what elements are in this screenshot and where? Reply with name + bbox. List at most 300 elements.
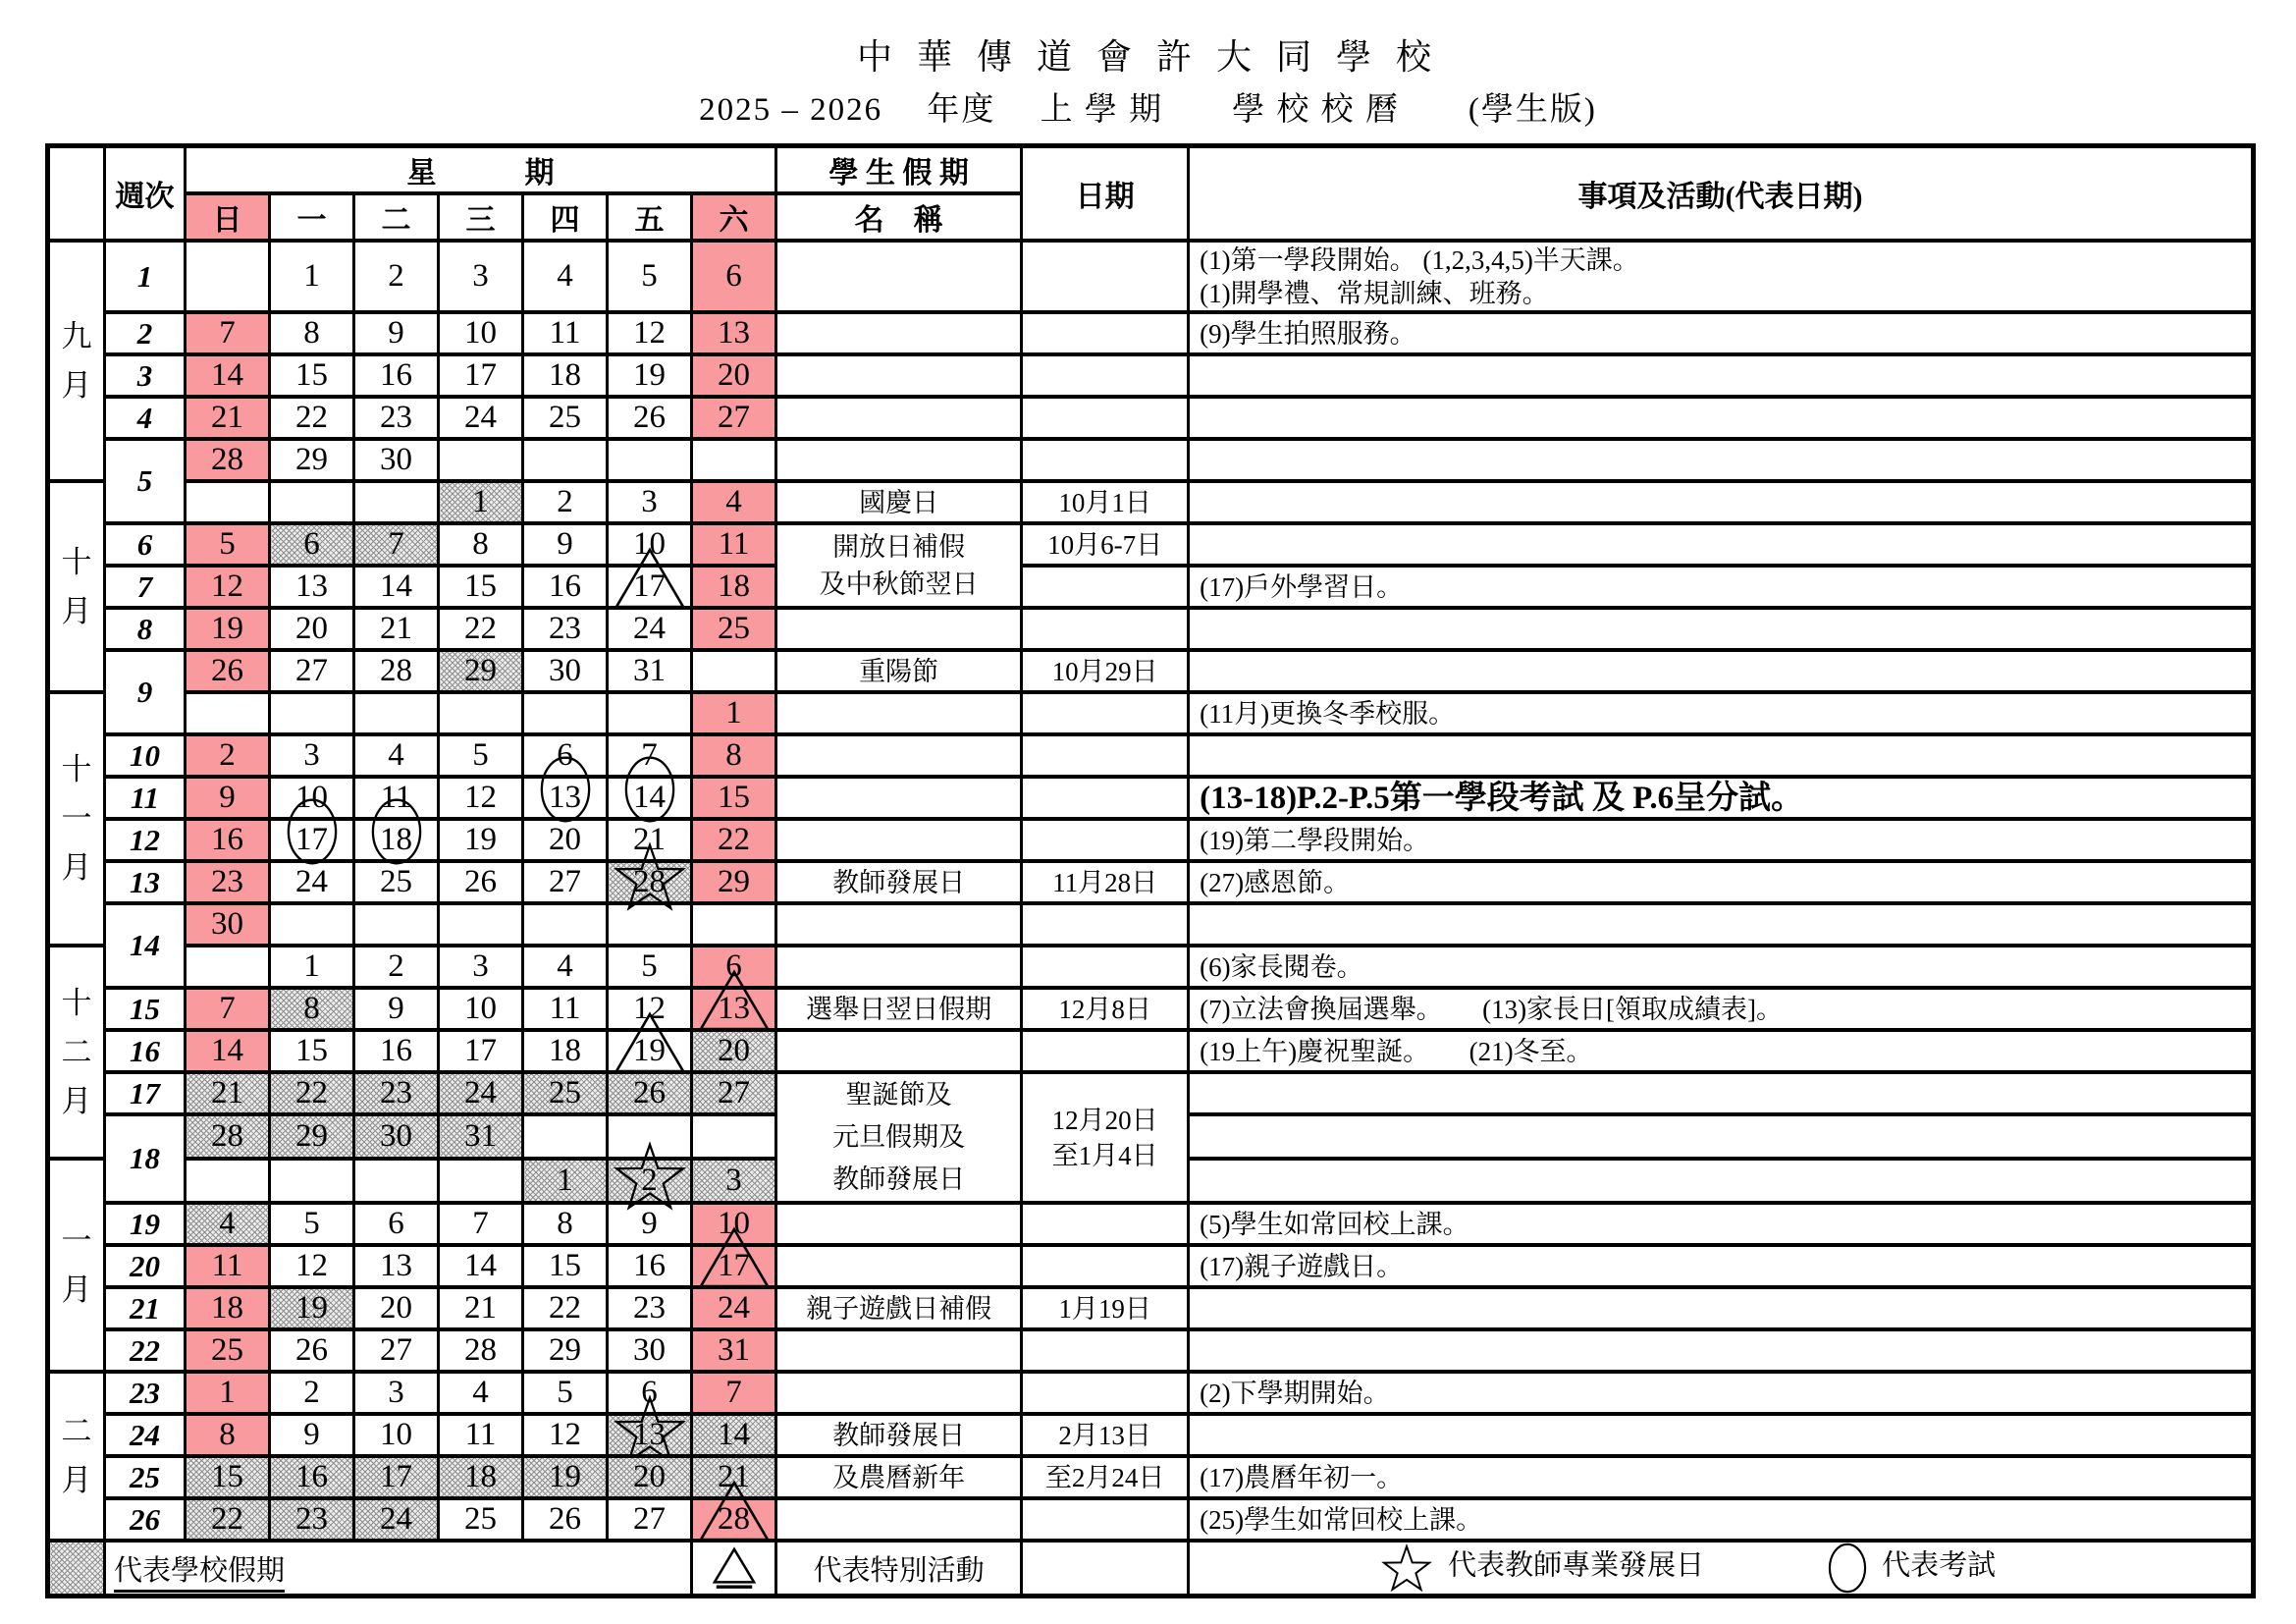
day-number: 14 [464, 1248, 497, 1283]
day-number: 5 [219, 526, 236, 562]
holiday-name-cell [776, 903, 1022, 946]
day-number: 26 [549, 1501, 581, 1537]
calendar-row [48, 312, 2254, 354]
day-number: 9 [557, 526, 573, 562]
holiday-name-cell: 聖誕節及 元旦假期及 教師發展日 [776, 1072, 1022, 1203]
school-calendar-table [45, 143, 2256, 1598]
dayname-sun: 日 [186, 193, 270, 241]
day-cell [354, 1329, 439, 1372]
day-cell [354, 861, 439, 903]
events-cell: (9)學生拍照服務。 [1189, 312, 2254, 354]
calendar-row [48, 946, 2254, 988]
day-cell [186, 1498, 270, 1541]
day-cell [523, 1245, 608, 1287]
day-cell [270, 481, 354, 523]
day-cell [270, 1329, 354, 1372]
day-number: 20 [633, 1459, 666, 1494]
day-number: 27 [380, 1332, 412, 1368]
calendar-row [48, 1245, 2254, 1287]
day-number: 17 [380, 1459, 412, 1494]
day-number: 14 [211, 357, 243, 393]
week-number: 4 [105, 397, 186, 439]
month-label: 二 月 [48, 1372, 105, 1541]
legend-empty-cell [1022, 1541, 1189, 1597]
day-number: 15 [211, 1459, 243, 1494]
day-cell [692, 1245, 776, 1287]
day-number: 26 [464, 864, 497, 899]
dayname-mon: 一 [270, 193, 354, 241]
day-cell [608, 354, 692, 397]
day-cell [692, 650, 776, 692]
day-number: 21 [211, 400, 243, 435]
day-number: 18 [549, 357, 581, 393]
day-cell [186, 819, 270, 861]
day-number: 10 [718, 1206, 751, 1241]
date-cell [1022, 1245, 1189, 1287]
day-cell [692, 692, 776, 734]
day-number: 8 [472, 526, 489, 562]
day-number: 13 [295, 568, 328, 604]
day-number: 8 [557, 1206, 573, 1241]
holiday-name-cell [776, 1203, 1022, 1245]
day-cell [523, 241, 608, 312]
day-number: 7 [725, 1375, 742, 1410]
week-number: 18 [105, 1114, 186, 1203]
calendar-row [48, 1414, 2254, 1456]
day-cell [354, 946, 439, 988]
calendar-row [48, 1072, 2254, 1114]
day-number: 3 [388, 1375, 404, 1410]
date-cell [1022, 397, 1189, 439]
day-cell [439, 777, 523, 819]
holiday-name-cell [776, 946, 1022, 988]
day-number: 10 [380, 1417, 412, 1452]
month-label: 十 一 月 [48, 692, 105, 946]
day-number: 19 [295, 1290, 328, 1326]
day-number: 28 [464, 1332, 497, 1368]
week-number: 13 [105, 861, 186, 903]
day-number: 13 [549, 780, 581, 815]
calendar-body [48, 241, 2254, 1541]
day-number: 7 [219, 315, 236, 351]
star-icon [1381, 1543, 1432, 1593]
week-number: 7 [105, 566, 186, 608]
day-number: 17 [464, 357, 497, 393]
day-cell [523, 608, 608, 650]
day-cell [523, 903, 608, 946]
school-holiday-swatch [48, 1541, 105, 1597]
day-number: 5 [472, 737, 489, 773]
dayname-sat: 六 [692, 193, 776, 241]
day-number: 20 [380, 1290, 412, 1326]
date-cell [1022, 777, 1189, 819]
day-cell [439, 1245, 523, 1287]
events-cell [1189, 650, 2254, 692]
day-number: 12 [549, 1417, 581, 1452]
day-number: 23 [380, 1075, 412, 1110]
day-number: 21 [633, 822, 666, 857]
day-number: 24 [295, 864, 328, 899]
holiday-name-cell [776, 777, 1022, 819]
day-cell [270, 692, 354, 734]
day-number: 18 [380, 822, 412, 857]
day-number: 1 [303, 258, 320, 294]
calendar-header [48, 146, 2254, 242]
day-cell [270, 861, 354, 903]
date-cell: 12月20日 至1月4日 [1022, 1072, 1189, 1203]
day-cell [608, 241, 692, 312]
date-cell: 12月8日 [1022, 988, 1189, 1030]
day-cell [270, 1372, 354, 1414]
day-cell [270, 354, 354, 397]
day-cell [186, 777, 270, 819]
events-cell [1189, 523, 2254, 566]
day-cell [439, 1030, 523, 1072]
day-cell [270, 1287, 354, 1329]
day-cell [270, 439, 354, 481]
day-number: 15 [549, 1248, 581, 1283]
legend-exam-label: 代表考試 [1882, 1549, 1997, 1582]
day-number: 30 [380, 1118, 412, 1154]
day-number: 3 [641, 484, 658, 519]
day-number: 18 [549, 1033, 581, 1068]
legend-special-activity: 代表特別活動 [776, 1541, 1022, 1597]
day-cell [608, 1414, 692, 1456]
week-number: 12 [105, 819, 186, 861]
day-number: 12 [633, 315, 666, 351]
day-number: 30 [211, 906, 243, 942]
day-cell [270, 946, 354, 988]
day-number: 8 [303, 315, 320, 351]
day-cell [354, 354, 439, 397]
day-cell [270, 397, 354, 439]
day-number: 10 [464, 315, 497, 351]
day-number: 2 [388, 258, 404, 294]
day-cell [523, 312, 608, 354]
date-cell [1022, 946, 1189, 988]
day-number: 27 [718, 400, 751, 435]
holiday-name-cell: 重陽節 [776, 650, 1022, 692]
day-number: 28 [718, 1501, 751, 1537]
holiday-name-cell: 教師發展日 [776, 1414, 1022, 1456]
day-number: 6 [557, 737, 573, 773]
holiday-name-cell [776, 312, 1022, 354]
day-number: 16 [549, 568, 581, 604]
day-cell [692, 397, 776, 439]
day-cell [186, 241, 270, 312]
day-number: 20 [718, 357, 751, 393]
day-cell [270, 1203, 354, 1245]
day-number: 4 [388, 737, 404, 773]
day-cell [608, 777, 692, 819]
day-number: 1 [303, 948, 320, 984]
week-number: 17 [105, 1072, 186, 1114]
day-number: 30 [549, 653, 581, 688]
day-number: 30 [380, 442, 412, 477]
day-cell [186, 481, 270, 523]
day-number: 22 [295, 400, 328, 435]
calendar-row [48, 777, 2254, 819]
day-cell [270, 1456, 354, 1498]
day-cell [692, 481, 776, 523]
day-cell [439, 819, 523, 861]
events-cell: (17)親子遊戲日。 [1189, 1245, 2254, 1287]
day-cell [186, 1072, 270, 1114]
day-number: 22 [211, 1501, 243, 1537]
legend-events-cell [1189, 1541, 2254, 1597]
day-cell [608, 1203, 692, 1245]
day-cell [439, 1456, 523, 1498]
holiday-name-cell [776, 1329, 1022, 1372]
day-cell [354, 777, 439, 819]
day-cell [186, 523, 270, 566]
holiday-name-cell [776, 1245, 1022, 1287]
day-cell [608, 1329, 692, 1372]
triangle-icon [712, 1545, 757, 1591]
week-number: 24 [105, 1414, 186, 1456]
day-number: 2 [303, 1375, 320, 1410]
day-number: 26 [295, 1332, 328, 1368]
day-cell [186, 439, 270, 481]
day-number: 9 [388, 991, 404, 1026]
holiday-name-cell [776, 1498, 1022, 1541]
day-cell [439, 1329, 523, 1372]
day-cell [186, 312, 270, 354]
week-number: 8 [105, 608, 186, 650]
day-number: 2 [641, 1163, 658, 1198]
calendar-row [48, 1030, 2254, 1072]
day-number: 14 [633, 780, 666, 815]
day-number: 18 [464, 1459, 497, 1494]
day-number: 9 [388, 315, 404, 351]
calendar-row [48, 354, 2254, 397]
day-cell [523, 1329, 608, 1372]
day-number: 24 [380, 1501, 412, 1537]
day-cell [608, 1030, 692, 1072]
day-cell [186, 1159, 270, 1203]
day-cell [692, 1329, 776, 1372]
day-number: 24 [718, 1290, 751, 1326]
calendar-row [48, 734, 2254, 777]
day-cell [186, 903, 270, 946]
day-number: 21 [464, 1290, 497, 1326]
day-cell [354, 988, 439, 1030]
day-cell [186, 1030, 270, 1072]
day-cell [186, 608, 270, 650]
day-cell [692, 988, 776, 1030]
day-number: 4 [472, 1375, 489, 1410]
holiday-name-cell [776, 608, 1022, 650]
day-cell [439, 523, 523, 566]
day-number: 30 [633, 1332, 666, 1368]
day-number: 25 [380, 864, 412, 899]
day-cell [692, 1414, 776, 1456]
day-number: 22 [295, 1075, 328, 1110]
day-cell [439, 608, 523, 650]
day-cell [270, 777, 354, 819]
day-cell [608, 861, 692, 903]
day-cell [608, 734, 692, 777]
day-cell [692, 819, 776, 861]
day-cell [439, 1372, 523, 1414]
day-number: 19 [464, 822, 497, 857]
day-cell [608, 481, 692, 523]
day-cell [523, 1030, 608, 1072]
date-cell [1022, 354, 1189, 397]
day-number: 6 [303, 526, 320, 562]
day-cell [523, 692, 608, 734]
day-number: 28 [211, 442, 243, 477]
day-number: 27 [633, 1501, 666, 1537]
date-cell: 10月1日 [1022, 481, 1189, 523]
events-cell: (19)第二學段開始。 [1189, 819, 2254, 861]
day-number: 11 [718, 526, 750, 562]
day-number: 17 [295, 822, 328, 857]
day-number: 29 [295, 442, 328, 477]
day-number: 12 [211, 568, 243, 604]
weekday-header: 星 期 [186, 146, 776, 194]
date-cell [1022, 312, 1189, 354]
day-cell [354, 1456, 439, 1498]
day-cell [439, 1203, 523, 1245]
holiday-header-line1: 學 生 假 期 [776, 146, 1022, 194]
day-number: 8 [303, 991, 320, 1026]
day-number: 7 [472, 1206, 489, 1241]
day-cell [270, 1072, 354, 1114]
day-number: 19 [633, 1033, 666, 1068]
day-number: 5 [557, 1375, 573, 1410]
day-cell [523, 439, 608, 481]
day-number: 19 [633, 357, 666, 393]
day-cell [270, 241, 354, 312]
circle-icon [1827, 1543, 1868, 1594]
day-cell [270, 1159, 354, 1203]
day-cell [439, 1159, 523, 1203]
school-name: 中 華 傳 道 會 許 大 同 學 校 [856, 37, 1439, 77]
day-number: 16 [380, 1033, 412, 1068]
day-cell [439, 1114, 523, 1159]
day-number: 21 [380, 611, 412, 646]
day-cell [354, 566, 439, 608]
day-cell [354, 523, 439, 566]
day-number: 25 [211, 1332, 243, 1368]
week-number: 20 [105, 1245, 186, 1287]
day-number: 1 [472, 484, 489, 519]
day-cell [608, 1114, 692, 1159]
day-cell [439, 988, 523, 1030]
day-cell [523, 1414, 608, 1456]
day-cell [692, 1456, 776, 1498]
day-number: 20 [549, 822, 581, 857]
day-number: 23 [380, 400, 412, 435]
events-cell [1189, 481, 2254, 523]
day-number: 12 [295, 1248, 328, 1283]
corner-cell [48, 146, 105, 242]
day-number: 28 [211, 1118, 243, 1154]
day-number: 4 [557, 948, 573, 984]
day-cell [186, 861, 270, 903]
events-cell: (19上午)慶祝聖誕。 (21)冬至。 [1189, 1030, 2254, 1072]
day-cell [186, 1287, 270, 1329]
day-cell [186, 566, 270, 608]
date-cell [1022, 903, 1189, 946]
day-cell [439, 861, 523, 903]
day-cell [608, 397, 692, 439]
events-cell: (25)學生如常回校上課。 [1189, 1498, 2254, 1541]
day-number: 21 [718, 1459, 751, 1494]
day-number: 2 [388, 948, 404, 984]
day-cell [439, 1072, 523, 1114]
week-number: 19 [105, 1203, 186, 1245]
legend-school-holiday [105, 1541, 692, 1597]
date-cell [1022, 1498, 1189, 1541]
month-label: 九 月 [48, 241, 105, 481]
day-cell [439, 481, 523, 523]
dayname-thu: 四 [523, 193, 608, 241]
calendar-row [48, 1498, 2254, 1541]
week-number: 11 [105, 777, 186, 819]
events-cell: (6)家長閱卷。 [1189, 946, 2254, 988]
day-number: 31 [718, 1332, 751, 1368]
week-number: 21 [105, 1287, 186, 1329]
day-cell [692, 1203, 776, 1245]
week-number: 15 [105, 988, 186, 1030]
events-cell [1189, 1329, 2254, 1372]
day-cell [692, 861, 776, 903]
day-number: 25 [549, 1075, 581, 1110]
day-cell [523, 481, 608, 523]
day-cell [608, 566, 692, 608]
calendar-row [48, 1372, 2254, 1414]
week-number: 3 [105, 354, 186, 397]
week-number: 1 [105, 241, 186, 312]
calendar-row [48, 988, 2254, 1030]
day-number: 18 [718, 568, 751, 604]
day-cell [270, 1030, 354, 1072]
week-number: 14 [105, 903, 186, 988]
date-cell: 至2月24日 [1022, 1456, 1189, 1498]
day-cell [354, 439, 439, 481]
day-number: 25 [549, 400, 581, 435]
dayname-fri: 五 [608, 193, 692, 241]
day-cell [270, 312, 354, 354]
day-cell [608, 1372, 692, 1414]
day-cell [186, 354, 270, 397]
day-cell [270, 650, 354, 692]
events-cell [1189, 1287, 2254, 1329]
day-number: 8 [219, 1417, 236, 1452]
events-cell: (17)戶外學習日。 [1189, 566, 2254, 608]
day-number: 17 [464, 1033, 497, 1068]
day-number: 8 [725, 737, 742, 773]
day-cell [523, 1159, 608, 1203]
day-cell [523, 946, 608, 988]
week-number: 25 [105, 1456, 186, 1498]
date-cell: 1月19日 [1022, 1287, 1189, 1329]
day-cell [692, 523, 776, 566]
holiday-name-cell [776, 1372, 1022, 1414]
day-number: 13 [380, 1248, 412, 1283]
week-number: 23 [105, 1372, 186, 1414]
day-number: 29 [464, 653, 497, 688]
day-cell [186, 734, 270, 777]
day-cell [608, 650, 692, 692]
events-cell [1189, 608, 2254, 650]
holiday-name-cell: 選舉日翌日假期 [776, 988, 1022, 1030]
day-cell [439, 354, 523, 397]
date-cell [1022, 566, 1189, 608]
day-cell [354, 608, 439, 650]
